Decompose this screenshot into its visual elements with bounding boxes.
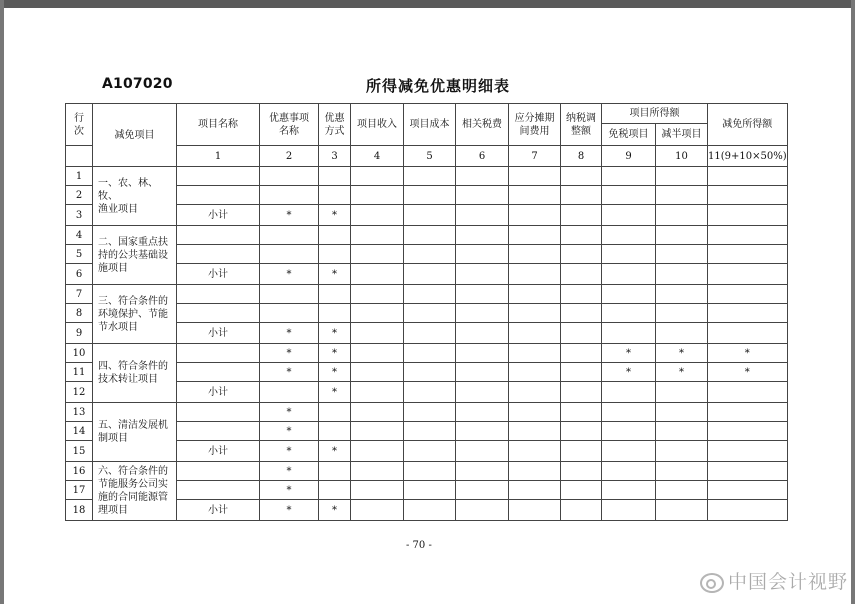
project-name-cell [177,481,260,500]
cost-cell [404,245,456,264]
half-cell [656,500,708,521]
revenue-cell [351,403,404,422]
header-category [93,104,177,167]
row-number: 11 [66,363,93,382]
taxes-cell [456,382,509,403]
benefit-item-cell: * [260,264,319,285]
revenue-cell [351,344,404,363]
weibo-icon [700,573,724,593]
exempt-cell [602,186,656,205]
reduction-cell [708,245,788,264]
header-taxes [456,104,509,146]
tax-adjustment-cell [561,285,602,304]
allocated-expenses-cell [509,481,561,500]
half-cell [656,403,708,422]
reduction-cell [708,186,788,205]
benefit-method-cell [319,186,351,205]
allocated-expenses-cell [509,205,561,226]
tax-adjustment-cell [561,264,602,285]
column-number: 6 [456,146,509,167]
half-cell: * [656,363,708,382]
tax-adjustment-cell [561,403,602,422]
exempt-cell [602,205,656,226]
exempt-cell [602,422,656,441]
header-row-no [66,104,93,146]
column-number: 5 [404,146,456,167]
reduction-cell [708,167,788,186]
benefit-item-cell: * [260,500,319,521]
header-category-text: 减免项目 [114,129,155,141]
reduction-cell: * [708,363,788,382]
cost-cell [404,500,456,521]
table-row [66,462,788,481]
cost-cell [404,462,456,481]
allocated-expenses-cell [509,500,561,521]
row-number: 2 [66,186,93,205]
half-cell [656,285,708,304]
allocated-expenses-cell [509,344,561,363]
project-name-cell [177,285,260,304]
allocated-expenses-cell [509,226,561,245]
cost-cell [404,382,456,403]
header-benefit-item-name-text: 优惠事项 名称 [269,112,309,137]
benefit-item-cell [260,186,319,205]
taxes-cell [456,344,509,363]
row-number: 10 [66,344,93,363]
project-name-cell: 小计 [177,205,260,226]
benefit-item-cell: * [260,205,319,226]
table-row [66,285,788,304]
benefit-method-cell: * [319,363,351,382]
benefit-item-cell [260,382,319,403]
half-cell [656,422,708,441]
half-cell [656,462,708,481]
half-cell [656,245,708,264]
revenue-cell [351,264,404,285]
allocated-expenses-cell [509,304,561,323]
allocated-expenses-cell [509,462,561,481]
row-number: 7 [66,285,93,304]
header-project-income [602,104,708,124]
allocated-expenses-cell [509,186,561,205]
cost-cell [404,205,456,226]
exempt-cell [602,323,656,344]
cost-cell [404,422,456,441]
revenue-cell [351,285,404,304]
exempt-cell [602,167,656,186]
project-name-cell: 小计 [177,323,260,344]
revenue-cell [351,323,404,344]
revenue-cell [351,226,404,245]
benefit-method-cell: * [319,323,351,344]
cost-cell [404,403,456,422]
exempt-cell [602,441,656,462]
revenue-cell [351,186,404,205]
header-project-income-text: 项目所得额 [629,108,680,119]
allocated-expenses-cell [509,264,561,285]
revenue-cell [351,462,404,481]
allocated-expenses-cell [509,363,561,382]
revenue-cell [351,245,404,264]
allocated-expenses-cell [509,245,561,264]
half-cell [656,226,708,245]
benefit-method-cell: * [319,500,351,521]
half-cell [656,205,708,226]
tax-adjustment-cell [561,441,602,462]
header-revenue-text: 项目收入 [357,119,397,130]
reduction-cell [708,441,788,462]
row-number: 16 [66,462,93,481]
income-reduction-table [65,103,788,521]
row-number: 12 [66,382,93,403]
header-exempt-text: 免税项目 [608,129,649,140]
exempt-cell: * [602,344,656,363]
table-row [66,167,788,186]
exempt-cell: * [602,363,656,382]
taxes-cell [456,245,509,264]
half-cell [656,382,708,403]
half-cell [656,264,708,285]
column-number: 3 [319,146,351,167]
benefit-item-cell [260,167,319,186]
tax-adjustment-cell [561,344,602,363]
project-name-cell [177,422,260,441]
project-name-cell: 小计 [177,500,260,521]
reduction-cell [708,500,788,521]
taxes-cell [456,304,509,323]
benefit-item-cell: * [260,441,319,462]
benefit-method-cell [319,403,351,422]
taxes-cell [456,441,509,462]
column-number: 7 [509,146,561,167]
header-exempt [602,124,656,146]
project-name-cell [177,245,260,264]
reduction-cell [708,304,788,323]
header-tax-adjustment-text: 纳税调 整额 [566,112,596,137]
allocated-expenses-cell [509,441,561,462]
cost-cell [404,186,456,205]
window-right-border [851,0,855,604]
tax-adjustment-cell [561,167,602,186]
category-cell: 四、符合条件的 技术转让项目 [93,344,177,403]
cost-cell [404,264,456,285]
project-name-cell [177,344,260,363]
tax-adjustment-cell [561,226,602,245]
row-number: 13 [66,403,93,422]
half-cell: * [656,344,708,363]
benefit-method-cell [319,226,351,245]
header-revenue [351,104,404,146]
column-number: 2 [260,146,319,167]
reduction-cell: * [708,344,788,363]
form-code: A107020 [102,76,173,92]
benefit-method-cell: * [319,264,351,285]
revenue-cell [351,304,404,323]
row-number: 5 [66,245,93,264]
header-benefit-method [319,104,351,146]
window-top-border [0,0,855,8]
benefit-method-cell [319,481,351,500]
table-row [66,226,788,245]
taxes-cell [456,167,509,186]
benefit-item-cell: * [260,422,319,441]
project-name-cell: 小计 [177,264,260,285]
allocated-expenses-cell [509,167,561,186]
tax-adjustment-cell [561,382,602,403]
column-number: 8 [561,146,602,167]
benefit-method-cell [319,167,351,186]
cost-cell [404,323,456,344]
header-project-name [177,104,260,146]
taxes-cell [456,323,509,344]
header-allocated-expenses-text: 应分摊期 间费用 [514,112,555,137]
column-number: 11(9+10×50%) [708,146,788,167]
cost-cell [404,481,456,500]
benefit-method-cell [319,245,351,264]
page-number: - 70 - [406,540,432,551]
benefit-method-cell: * [319,441,351,462]
cost-cell [404,167,456,186]
row-number: 1 [66,167,93,186]
half-cell [656,481,708,500]
column-number: 4 [351,146,404,167]
tax-adjustment-cell [561,304,602,323]
project-name-cell: 小计 [177,441,260,462]
reduction-cell [708,226,788,245]
benefit-item-cell: * [260,344,319,363]
cost-cell [404,441,456,462]
exempt-cell [602,245,656,264]
taxes-cell [456,226,509,245]
project-name-cell [177,226,260,245]
cost-cell [404,226,456,245]
taxes-cell [456,481,509,500]
table-row [66,403,788,422]
header-row-no-text: 行 次 [74,112,84,137]
benefit-method-cell: * [319,344,351,363]
row-number: 18 [66,500,93,521]
allocated-expenses-cell [509,382,561,403]
header-half [656,124,708,146]
exempt-cell [602,226,656,245]
row-number: 15 [66,441,93,462]
project-name-cell [177,167,260,186]
benefit-item-cell: * [260,363,319,382]
half-cell [656,186,708,205]
revenue-cell [351,441,404,462]
watermark [700,567,848,594]
tax-adjustment-cell [561,205,602,226]
revenue-cell [351,422,404,441]
watermark-text: 中国会计视野 [728,571,849,593]
column-number: 1 [177,146,260,167]
reduction-cell [708,481,788,500]
benefit-item-cell [260,245,319,264]
project-name-cell [177,462,260,481]
form-title: 所得减免优惠明细表 [366,77,511,95]
benefit-item-cell: * [260,403,319,422]
allocated-expenses-cell [509,323,561,344]
half-cell [656,167,708,186]
reduction-cell [708,382,788,403]
project-name-cell: 小计 [177,382,260,403]
half-cell [656,304,708,323]
revenue-cell [351,363,404,382]
exempt-cell [602,403,656,422]
exempt-cell [602,382,656,403]
reduction-cell [708,205,788,226]
benefit-item-cell [260,285,319,304]
cost-cell [404,344,456,363]
taxes-cell [456,462,509,481]
tax-adjustment-cell [561,245,602,264]
header-reduction [708,104,788,146]
category-cell: 一、农、林、牧、 渔业项目 [93,167,177,226]
row-number: 6 [66,264,93,285]
exempt-cell [602,462,656,481]
row-number: 3 [66,205,93,226]
reduction-cell [708,462,788,481]
row-number: 14 [66,422,93,441]
reduction-cell [708,264,788,285]
benefit-item-cell [260,304,319,323]
project-name-cell [177,304,260,323]
benefit-item-cell: * [260,462,319,481]
header-benefit-item-name [260,104,319,146]
tax-adjustment-cell [561,186,602,205]
category-cell: 三、符合条件的 环境保护、节能 节水项目 [93,285,177,344]
column-number-blank [66,146,93,167]
header-project-name-text: 项目名称 [198,119,238,130]
half-cell [656,323,708,344]
benefit-method-cell [319,285,351,304]
table-row [66,344,788,363]
benefit-method-cell: * [319,382,351,403]
reduction-cell [708,422,788,441]
tax-adjustment-cell [561,462,602,481]
revenue-cell [351,382,404,403]
column-number: 9 [602,146,656,167]
category-cell: 五、清洁发展机 制项目 [93,403,177,462]
reduction-cell [708,403,788,422]
revenue-cell [351,167,404,186]
header-taxes-text: 相关税费 [462,119,502,130]
taxes-cell [456,186,509,205]
row-number: 17 [66,481,93,500]
exempt-cell [602,304,656,323]
header-benefit-method-text: 优惠 方式 [324,112,345,137]
window-left-border [0,0,4,604]
header-reduction-text: 减免所得额 [722,119,773,130]
tax-adjustment-cell [561,363,602,382]
header-half-text: 减半项目 [661,129,702,140]
header-tax-adjustment [561,104,602,146]
column-number: 10 [656,146,708,167]
revenue-cell [351,500,404,521]
project-name-cell [177,363,260,382]
exempt-cell [602,264,656,285]
benefit-item-cell [260,226,319,245]
project-name-cell [177,403,260,422]
benefit-method-cell: * [319,205,351,226]
tax-adjustment-cell [561,481,602,500]
benefit-method-cell [319,462,351,481]
taxes-cell [456,500,509,521]
benefit-method-cell [319,304,351,323]
allocated-expenses-cell [509,285,561,304]
exempt-cell [602,500,656,521]
tax-adjustment-cell [561,323,602,344]
taxes-cell [456,264,509,285]
taxes-cell [456,403,509,422]
exempt-cell [602,481,656,500]
cost-cell [404,285,456,304]
tax-adjustment-cell [561,422,602,441]
benefit-method-cell [319,422,351,441]
revenue-cell [351,205,404,226]
row-number: 4 [66,226,93,245]
taxes-cell [456,422,509,441]
half-cell [656,441,708,462]
tax-adjustment-cell [561,500,602,521]
category-cell: 六、符合条件的 节能服务公司实 施的合同能源管 理项目 [93,462,177,521]
header-cost [404,104,456,146]
header-cost-text: 项目成本 [409,119,450,130]
reduction-cell [708,285,788,304]
taxes-cell [456,205,509,226]
category-cell: 二、国家重点扶 持的公共基础设 施项目 [93,226,177,285]
row-number: 8 [66,304,93,323]
benefit-item-cell: * [260,323,319,344]
allocated-expenses-cell [509,403,561,422]
allocated-expenses-cell [509,422,561,441]
exempt-cell [602,285,656,304]
revenue-cell [351,481,404,500]
taxes-cell [456,363,509,382]
reduction-cell [708,323,788,344]
cost-cell [404,304,456,323]
project-name-cell [177,186,260,205]
taxes-cell [456,285,509,304]
header-allocated-expenses [509,104,561,146]
cost-cell [404,363,456,382]
benefit-item-cell: * [260,481,319,500]
row-number: 9 [66,323,93,344]
